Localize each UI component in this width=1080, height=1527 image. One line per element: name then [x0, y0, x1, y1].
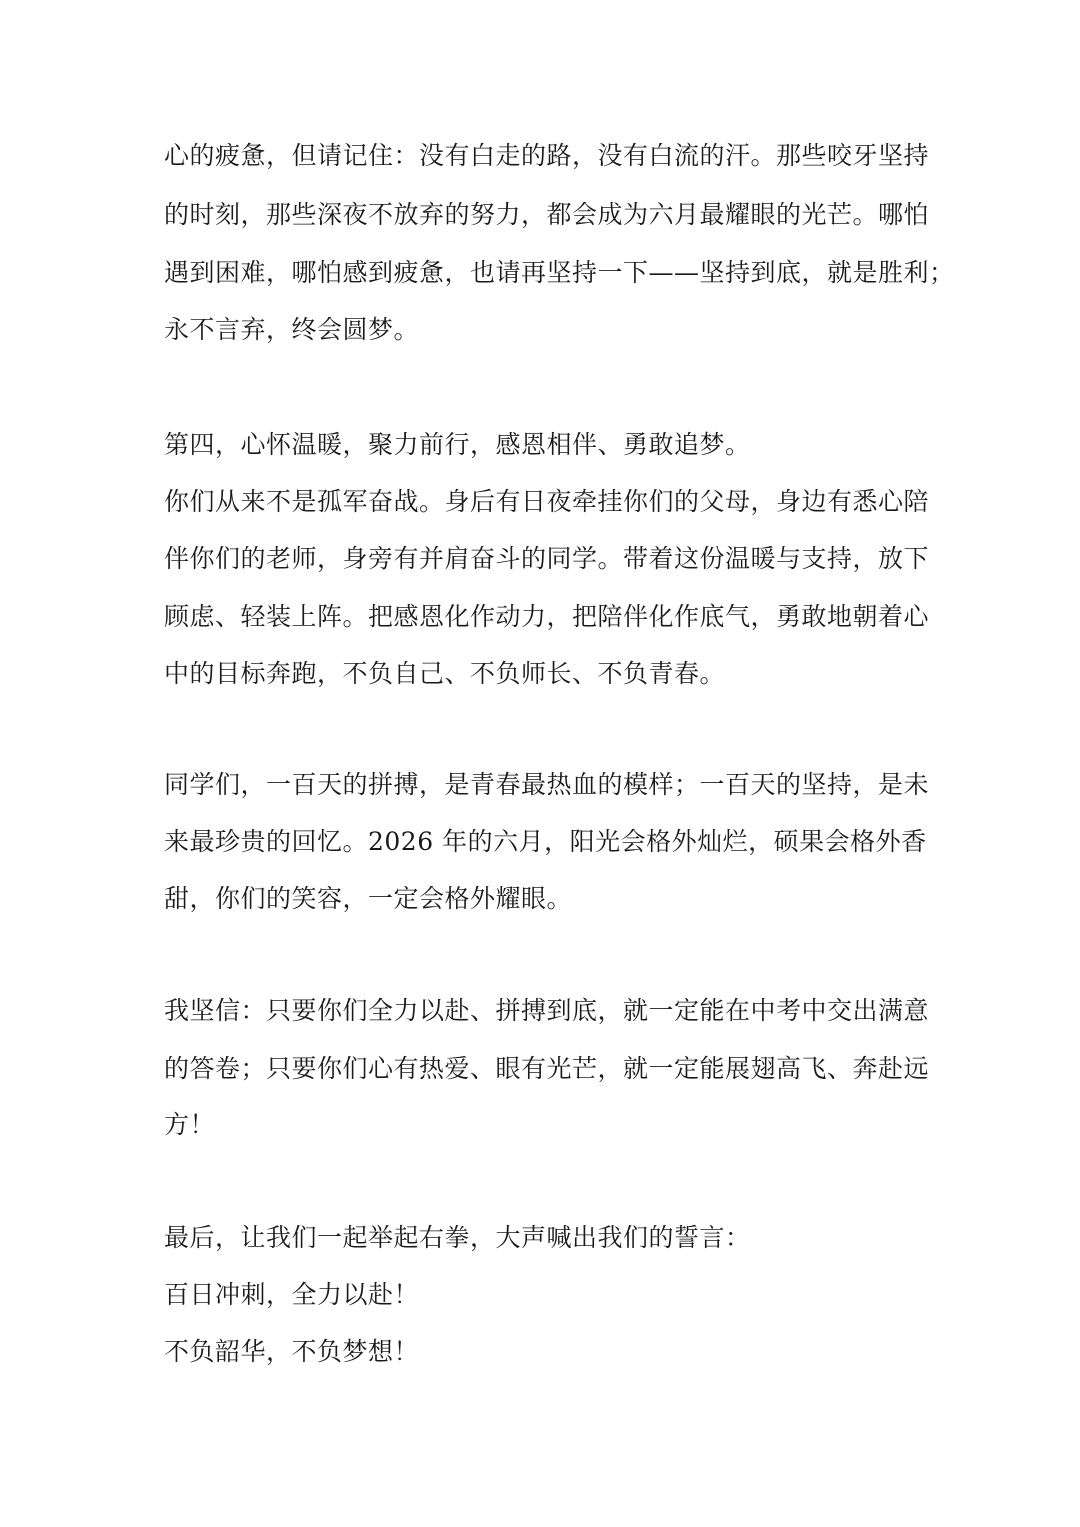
text-line: 的答卷；只要你们心有热爱、眼有光芒，就一定能展翅高飞、奔赴远 [164, 1054, 930, 1083]
text-line: 的时刻，那些深夜不放弃的努力，都会成为六月最耀眼的光芒。哪怕 [164, 200, 930, 229]
text-line: 来最珍贵的回忆。2026 年的六月，阳光会格外灿烂，硕果会格外香 [164, 827, 927, 856]
section-heading: 第四，心怀温暖，聚力前行，感恩相伴、勇敢追梦。 [164, 430, 751, 459]
text-line: 心的疲惫，但请记住：没有白走的路，没有白流的汗。那些咬牙坚持 [164, 141, 930, 170]
text-line: 遇到困难，哪怕感到疲惫，也请再坚持一下——坚持到底，就是胜利； [164, 258, 955, 287]
text-line: 我坚信：只要你们全力以赴、拼搏到底，就一定能在中考中交出满意 [164, 996, 930, 1025]
text-line: 甜，你们的笑容，一定会格外耀眼。 [164, 884, 573, 913]
text-line: 你们从来不是孤军奋战。身后有日夜牵挂你们的父母，身边有悉心陪 [164, 487, 930, 516]
text-line: 同学们，一百天的拼搏，是青春最热血的模样；一百天的坚持，是未 [164, 770, 930, 799]
text-line: 永不言弃，终会圆梦。 [164, 315, 420, 344]
text-line: 最后，让我们一起举起右拳，大声喊出我们的誓言： [164, 1223, 751, 1252]
text-line: 伴你们的老师，身旁有并肩奋斗的同学。带着这份温暖与支持，放下 [164, 544, 930, 573]
oath-line: 不负韶华，不负梦想！ [164, 1337, 420, 1366]
text-line: 中的目标奔跑，不负自己、不负师长、不负青春。 [164, 659, 726, 688]
text-line: 方！ [164, 1110, 216, 1139]
text-line: 顾虑、轻装上阵。把感恩化作动力，把陪伴化作底气，勇敢地朝着心 [164, 602, 930, 631]
oath-line: 百日冲刺，全力以赴！ [164, 1280, 420, 1309]
